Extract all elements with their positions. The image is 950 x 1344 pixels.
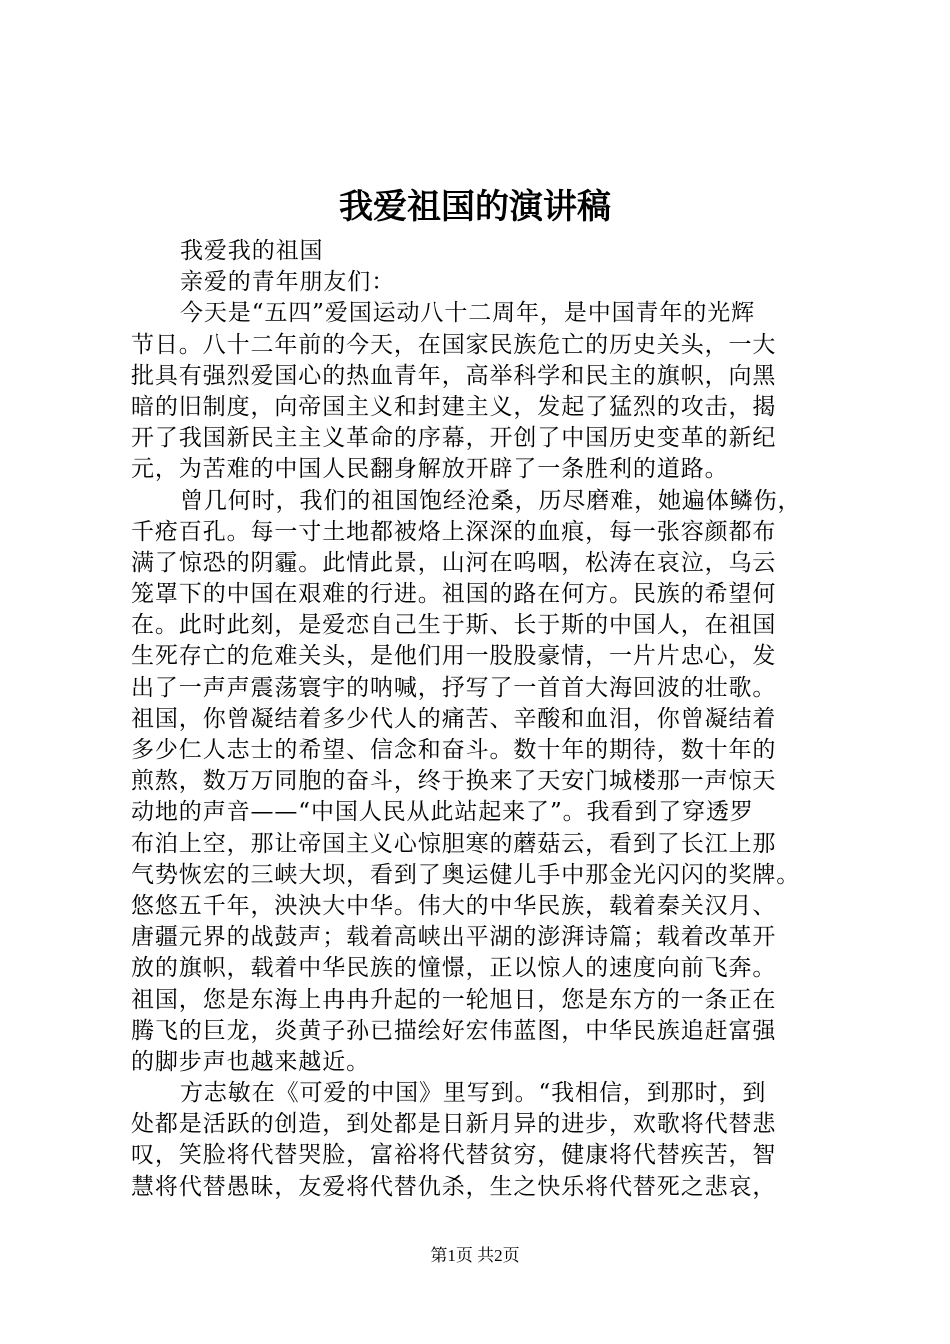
text-line: 亲爱的青年朋友们： [180, 269, 396, 296]
text-line: 祖国，你曾凝结着多少代人的痛苦、辛酸和血泪，你曾凝结着 [131, 705, 777, 732]
text-line: 在。此时此刻，是爱恋自己生于斯、长于斯的中国人，在祖国 [131, 612, 777, 639]
text-line: 笼罩下的中国在艰难的行进。祖国的路在何方。民族的希望何 [131, 581, 777, 608]
text-line: 多少仁人志士的希望、信念和奋斗。数十年的期待，数十年的 [131, 737, 777, 763]
text-line: 处都是活跃的创造，到处都是日新月异的进步，欢歌将代替悲 [131, 1111, 777, 1138]
text-line: 祖国，您是东海上冉冉升起的一轮旭日，您是东方的一条正在 [131, 986, 777, 1013]
text-line: 今天是“五四”爱国运动八十二周年，是中国青年的光辉 [180, 300, 756, 327]
text-line: 叹，笑脸将代替哭脸，富裕将代替贫穷，健康将代替疾苦，智 [131, 1142, 777, 1169]
text-line: 气势恢宏的三峡大坝，看到了奥运健儿手中那金光闪闪的奖牌。 [131, 861, 801, 888]
text-line: 出了一声声震荡寰宇的呐喊，抒写了一首首大海回波的壮歌。 [131, 674, 777, 701]
text-line: 慧将代替愚昧，友爱将代替仇杀，生之快乐将代替死之悲哀， [131, 1173, 777, 1200]
text-line: 批具有强烈爱国心的热血青年，高举科学和民主的旗帜，向黑 [131, 362, 777, 389]
text-line: 曾几何时，我们的祖国饱经沧桑，历尽磨难，她遍体鳞伤， [180, 487, 802, 514]
text-line: 暗的旧制度，向帝国主义和封建主义，发起了猛烈的攻击，揭 [131, 393, 777, 420]
text-line: 的脚步声也越来越近。 [131, 1048, 370, 1075]
document-body [131, 236, 831, 1203]
text-line: 开了我国新民主主义革命的序幕，开创了中国历史变革的新纪 [131, 425, 777, 452]
text-line: 唐疆元界的战鼓声；载着高峡出平湖的澎湃诗篇；载着改革开 [131, 924, 777, 951]
page-footer: 第1页 共2页 [430, 1246, 520, 1265]
text-line: 节日。八十二年前的今天，在国家民族危亡的历史关头，一大 [131, 331, 777, 358]
text-line: 布泊上空，那让帝国主义心惊胆寒的蘑菇云，看到了长江上那 [131, 830, 777, 857]
text-line: 千疮百孔。每一寸土地都被烙上深深的血痕，每一张容颜都布 [131, 518, 777, 545]
text-line: 煎熬，数万万同胞的奋斗，终于换来了天安门城楼那一声惊天 [131, 768, 777, 795]
text-line: 动地的声音——“中国人民从此站起来了”。我看到了穿透罗 [131, 799, 754, 826]
text-line: 放的旗帜，载着中华民族的憧憬，正以惊人的速度向前飞奔。 [131, 955, 777, 982]
document-title: 我爱祖国的演讲稿 [339, 187, 611, 227]
text-line: 腾飞的巨龙，炎黄子孙已描绘好宏伟蓝图，中华民族追赶富强 [131, 1017, 777, 1044]
text-line: 我爱我的祖国 [180, 238, 324, 264]
text-line: 元，为苦难的中国人民翻身解放开辟了一条胜利的道路。 [131, 456, 729, 483]
text-line: 悠悠五千年，泱泱大中华。伟大的中华民族，载着秦关汉月、 [131, 892, 777, 919]
text-line: 满了惊恐的阴霾。此情此景，山河在呜咽，松涛在哀泣，乌云 [131, 549, 777, 576]
text-line: 生死存亡的危难关头，是他们用一股股豪情，一片片忠心，发 [131, 643, 777, 670]
text-line: 方志敏在《可爱的中国》里写到。“我相信，到那时，到 [180, 1080, 767, 1107]
